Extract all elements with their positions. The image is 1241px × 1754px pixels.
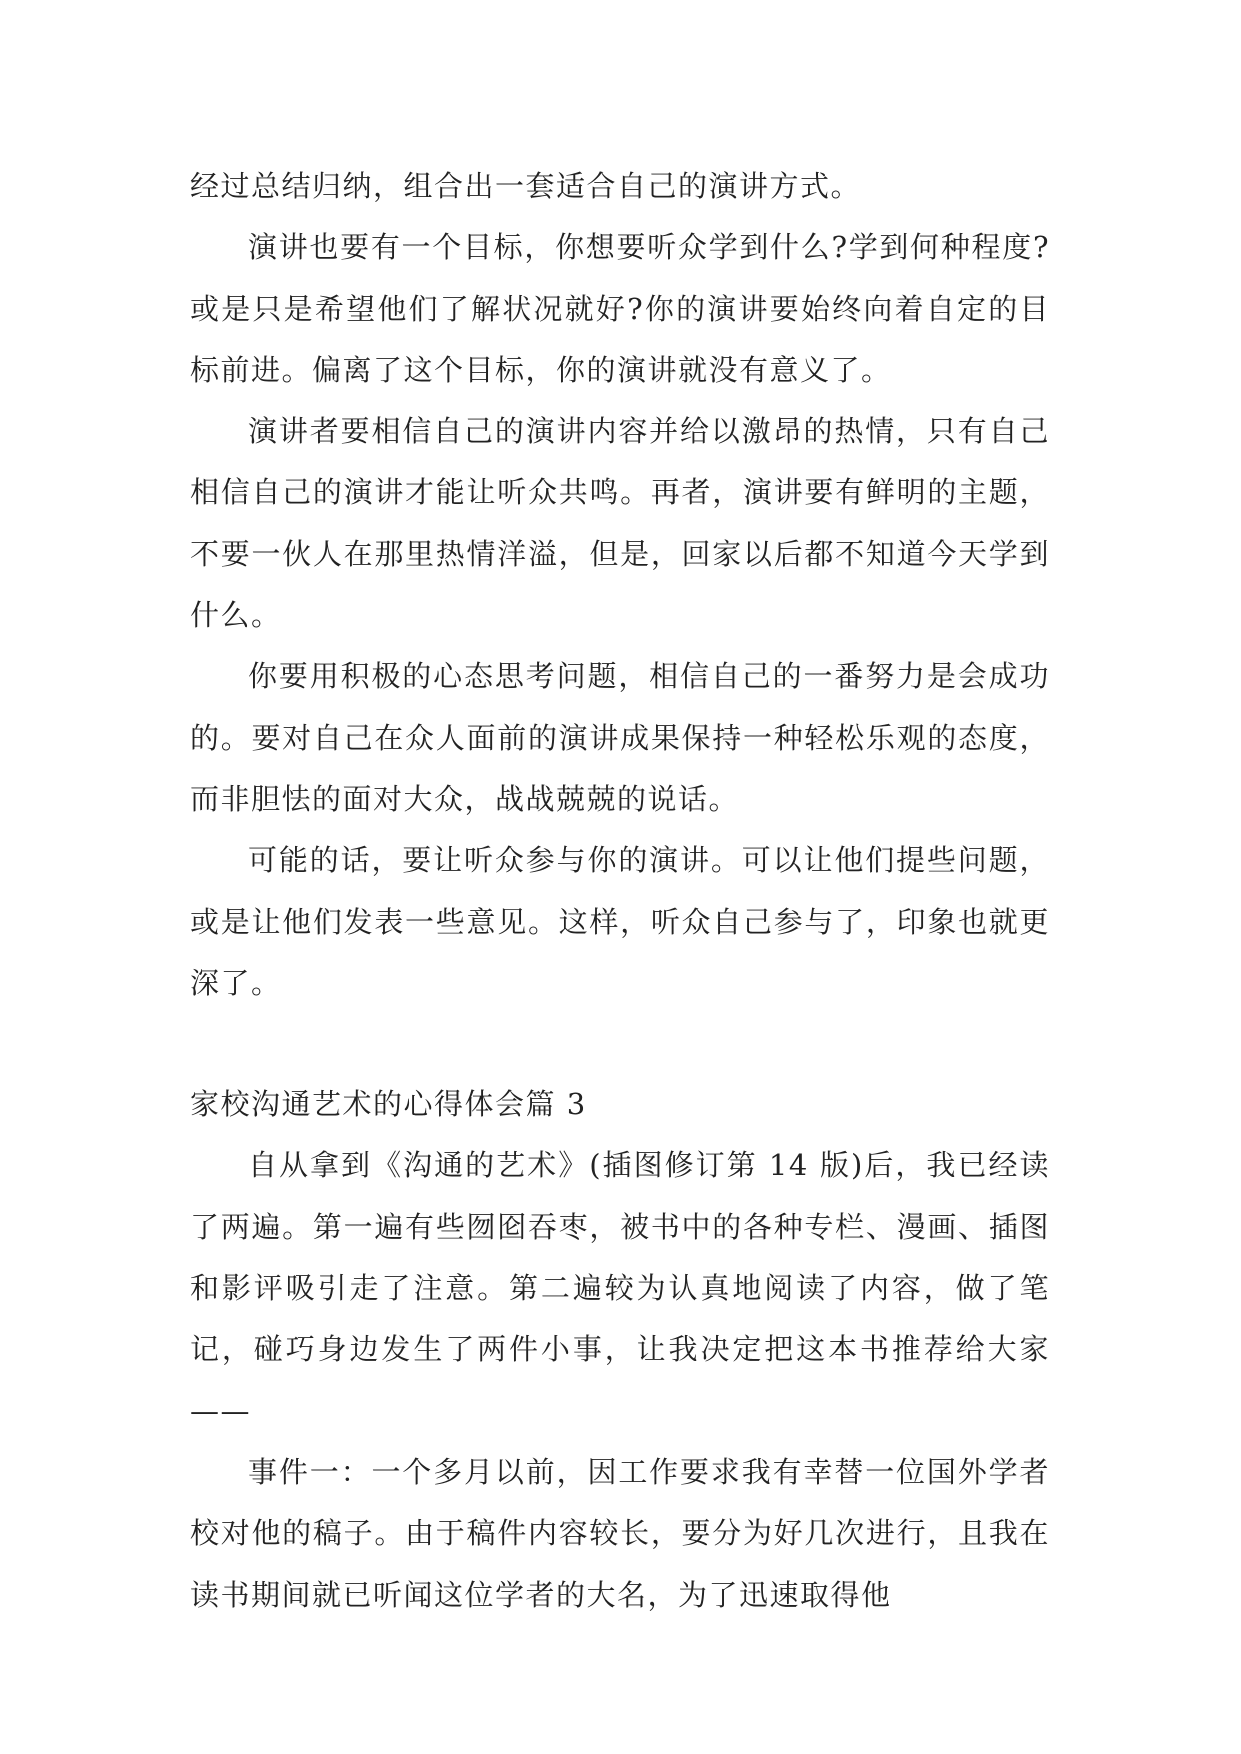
paragraph-continuation: 经过总结归纳，组合出一套适合自己的演讲方式。 — [190, 169, 862, 203]
section-heading: 家校沟通艺术的心得体会篇 3 — [190, 1087, 587, 1122]
paragraph-event-one: 事件一：一个多月以前，因工作要求我有幸替一位国外学者校对他的稿子。由于稿件内容较长，要分为好几次进行，且我在读书期间就已听闻这位学者的大名，为了迅速取得他 — [190, 1454, 1050, 1612]
paragraph-speaker-belief: 演讲者要相信自己的演讲内容并给以激昂的热情，只有自己相信自己的演讲才能让听众共鸣。再者，演讲要有鲜明的主题，不要一伙人在那里热情洋溢，但是，回家以后都不知道今天学到什么。 — [190, 414, 1050, 633]
document-body — [190, 156, 1050, 1626]
paragraph-speech-goal: 演讲也要有一个目标，你想要听众学到什么?学到何种程度?或是只是希望他们了解状况就好?你的演讲要始终向着自定的目标前进。偏离了这个目标，你的演讲就没有意义了。 — [190, 230, 1050, 387]
paragraph-positive-attitude: 你要用积极的心态思考问题，相信自己的一番努力是会成功的。要对自己在众人面前的演讲成果保持一种轻松乐观的态度，而非胆怯的面对大众，战战兢兢的说话。 — [190, 659, 1050, 816]
paragraph-audience-participation: 可能的话，要让听众参与你的演讲。可以让他们提些问题，或是让他们发表一些意见。这样，听众自己参与了，印象也就更深了。 — [190, 843, 1050, 1000]
paragraph-book-intro: 自从拿到《沟通的艺术》(插图修订第 14 版)后，我已经读了两遍。第一遍有些囫囵吞枣，被书中的各种专栏、漫画、插图和影评吸引走了注意。第二遍较为认真地阅读了内容，做了笔记，碰巧身边发生了两件小事，让我决定把这本书推荐给大家—— — [190, 1148, 1050, 1428]
